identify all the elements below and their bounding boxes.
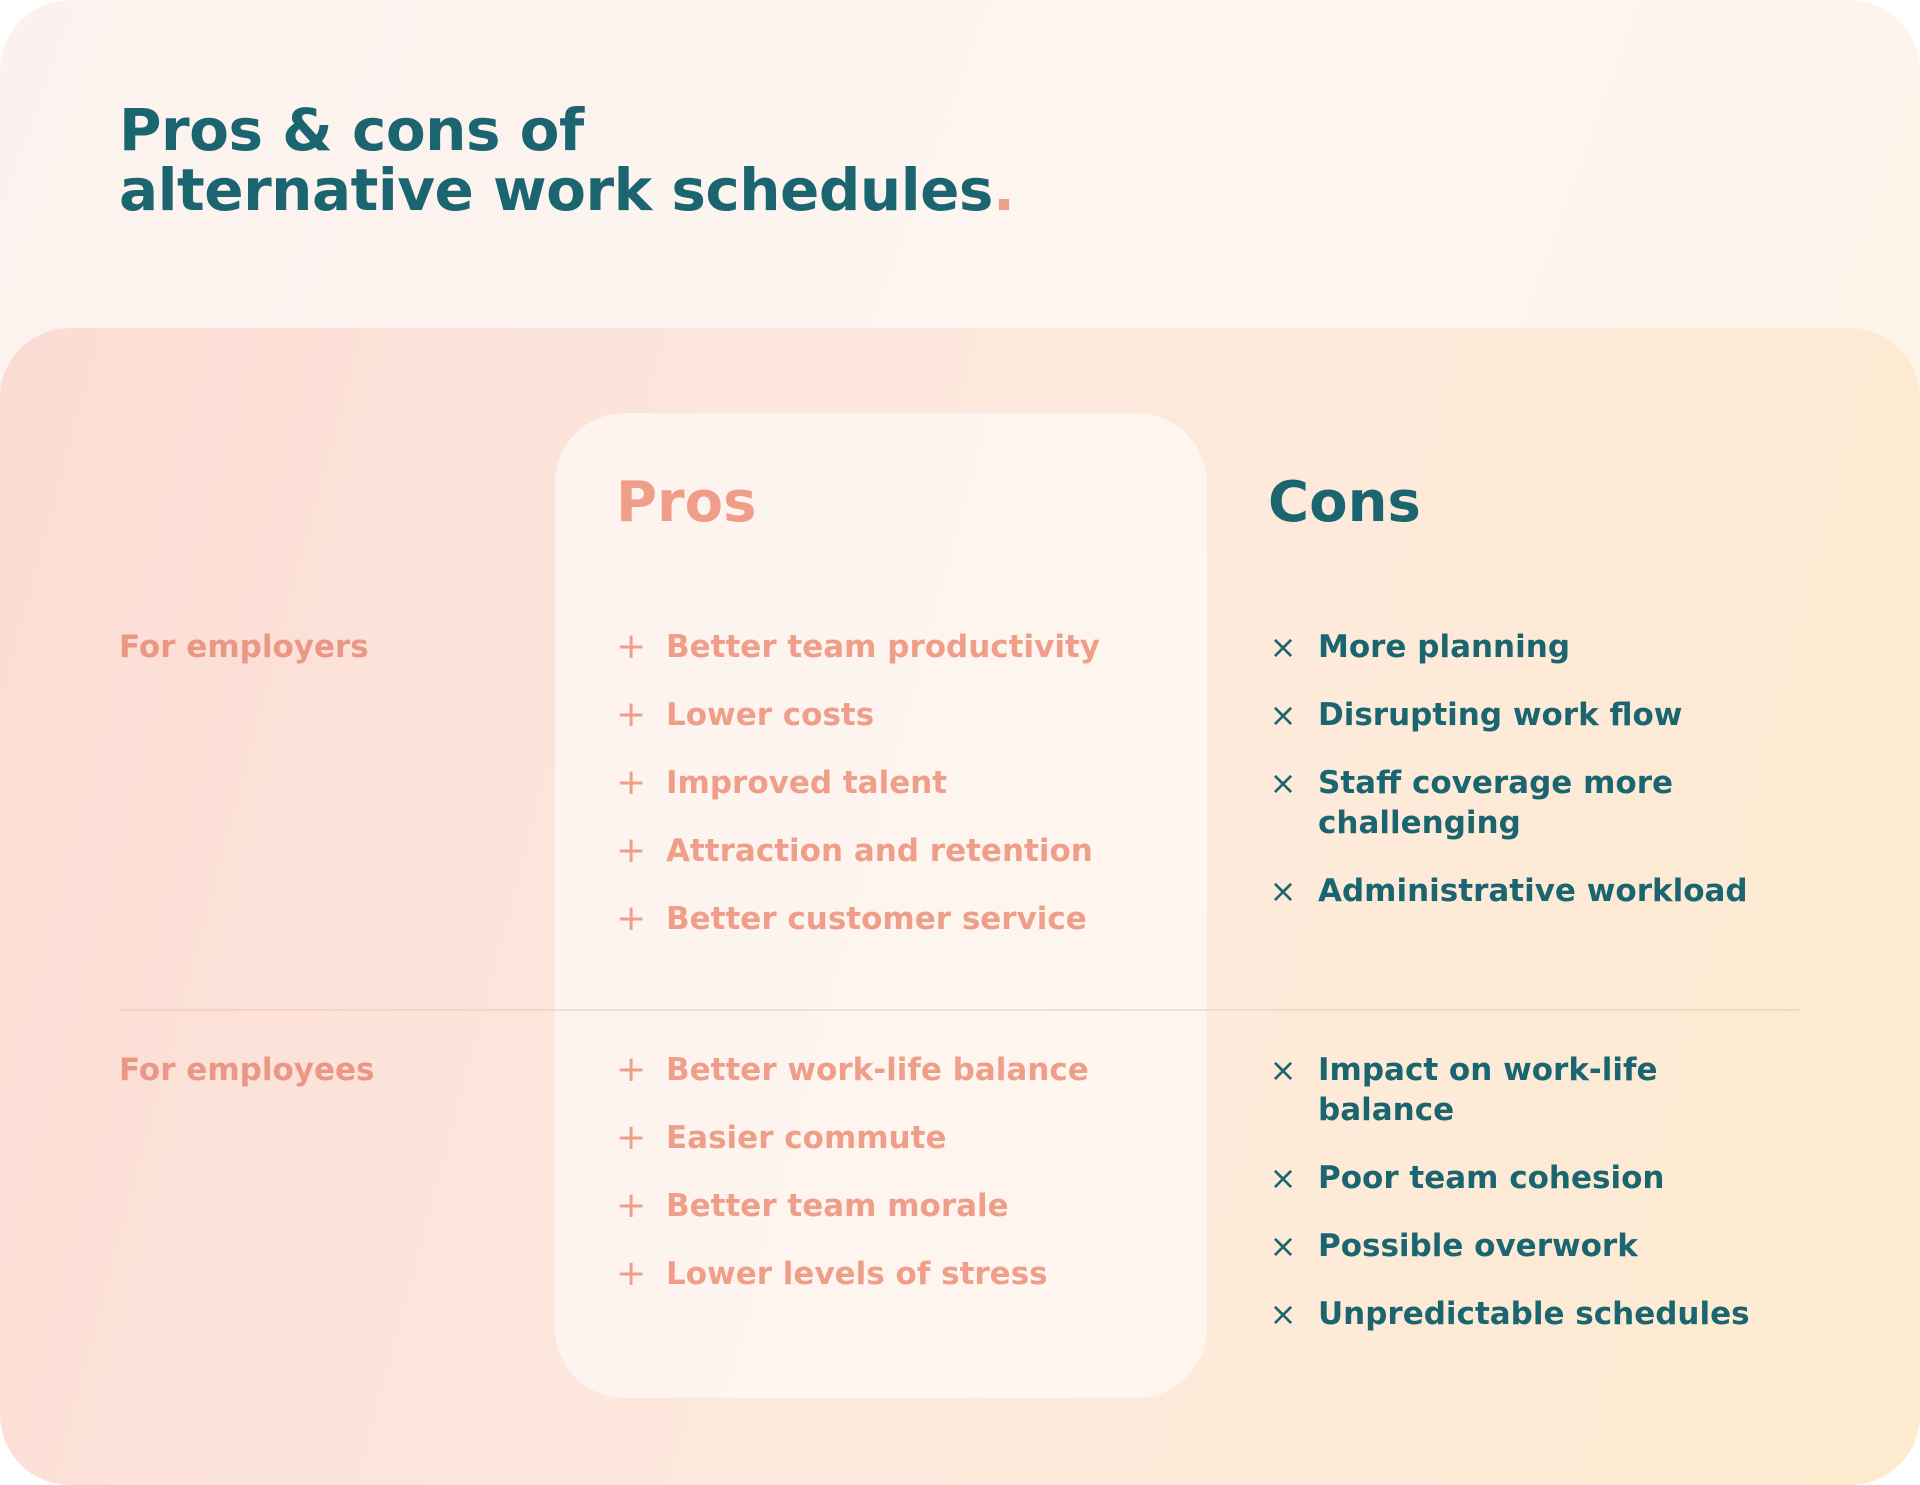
plus-icon: + [616, 1117, 647, 1158]
list-item-text: Better work-life balance [666, 1052, 1089, 1088]
list-item-text: Lower costs [666, 697, 875, 733]
list-item [1268, 1158, 1788, 1198]
list-item [1268, 1226, 1788, 1266]
list-item-text: Poor team cohesion [1318, 1160, 1665, 1196]
list-item-text: Staff coverage more challenging [1318, 765, 1674, 841]
list-item [616, 1050, 1176, 1090]
title-line-1: Pros & cons of [119, 96, 584, 164]
x-icon: × [1269, 764, 1297, 802]
title-accent-dot: . [992, 156, 1015, 224]
list-item-text: Impact on work-life balance [1318, 1052, 1658, 1128]
list-item [616, 899, 1176, 939]
x-icon: × [1269, 628, 1297, 666]
plus-icon: + [616, 762, 647, 803]
title-line-2-text: alternative work schedules [119, 156, 993, 224]
list-item [616, 1186, 1176, 1226]
list-item [1268, 1294, 1788, 1334]
list-item [1268, 1050, 1788, 1130]
list-item [616, 1254, 1176, 1294]
x-icon: × [1269, 1159, 1297, 1197]
list-item-text: Better customer service [666, 901, 1087, 937]
list-item-text: Easier commute [666, 1120, 947, 1156]
list-item [616, 763, 1176, 803]
list-item-text: Disrupting work flow [1318, 697, 1683, 733]
list-item [1268, 695, 1788, 735]
pros-heading: Pros [616, 470, 757, 535]
employees-pros-list [616, 1050, 1176, 1322]
list-item-text: Possible overwork [1318, 1228, 1638, 1264]
list-item-text: Administrative workload [1318, 873, 1748, 909]
employees-cons-list [1268, 1050, 1788, 1362]
page-title [119, 96, 1015, 224]
row-label-employees: For employees [119, 1052, 375, 1088]
list-item-text: More planning [1318, 629, 1571, 665]
employers-cons-list [1268, 627, 1788, 939]
list-item [616, 1118, 1176, 1158]
list-item [1268, 763, 1788, 843]
list-item-text: Improved talent [666, 765, 948, 801]
x-icon: × [1269, 1051, 1297, 1089]
plus-icon: + [616, 1185, 647, 1226]
employers-pros-list [616, 627, 1176, 967]
list-item-text: Better team morale [666, 1188, 1009, 1224]
list-item [1268, 871, 1788, 911]
plus-icon: + [616, 1253, 647, 1294]
plus-icon: + [616, 694, 647, 735]
list-item [616, 831, 1176, 871]
list-item-text: Unpredictable schedules [1318, 1296, 1750, 1332]
x-icon: × [1269, 1295, 1297, 1333]
x-icon: × [1269, 696, 1297, 734]
list-item [616, 695, 1176, 735]
x-icon: × [1269, 872, 1297, 910]
title-line-2 [119, 156, 1015, 224]
list-item-text: Better team productivity [666, 629, 1100, 665]
list-item-text: Attraction and retention [666, 833, 1093, 869]
list-item [616, 627, 1176, 667]
comparison-panel [0, 328, 1920, 1485]
plus-icon: + [616, 1049, 647, 1090]
list-item-text: Lower levels of stress [666, 1256, 1048, 1292]
x-icon: × [1269, 1227, 1297, 1265]
row-divider [119, 1009, 1801, 1011]
plus-icon: + [616, 898, 647, 939]
cons-heading: Cons [1268, 470, 1421, 535]
list-item [1268, 627, 1788, 667]
plus-icon: + [616, 626, 647, 667]
plus-icon: + [616, 830, 647, 871]
row-label-employers: For employers [119, 629, 369, 665]
